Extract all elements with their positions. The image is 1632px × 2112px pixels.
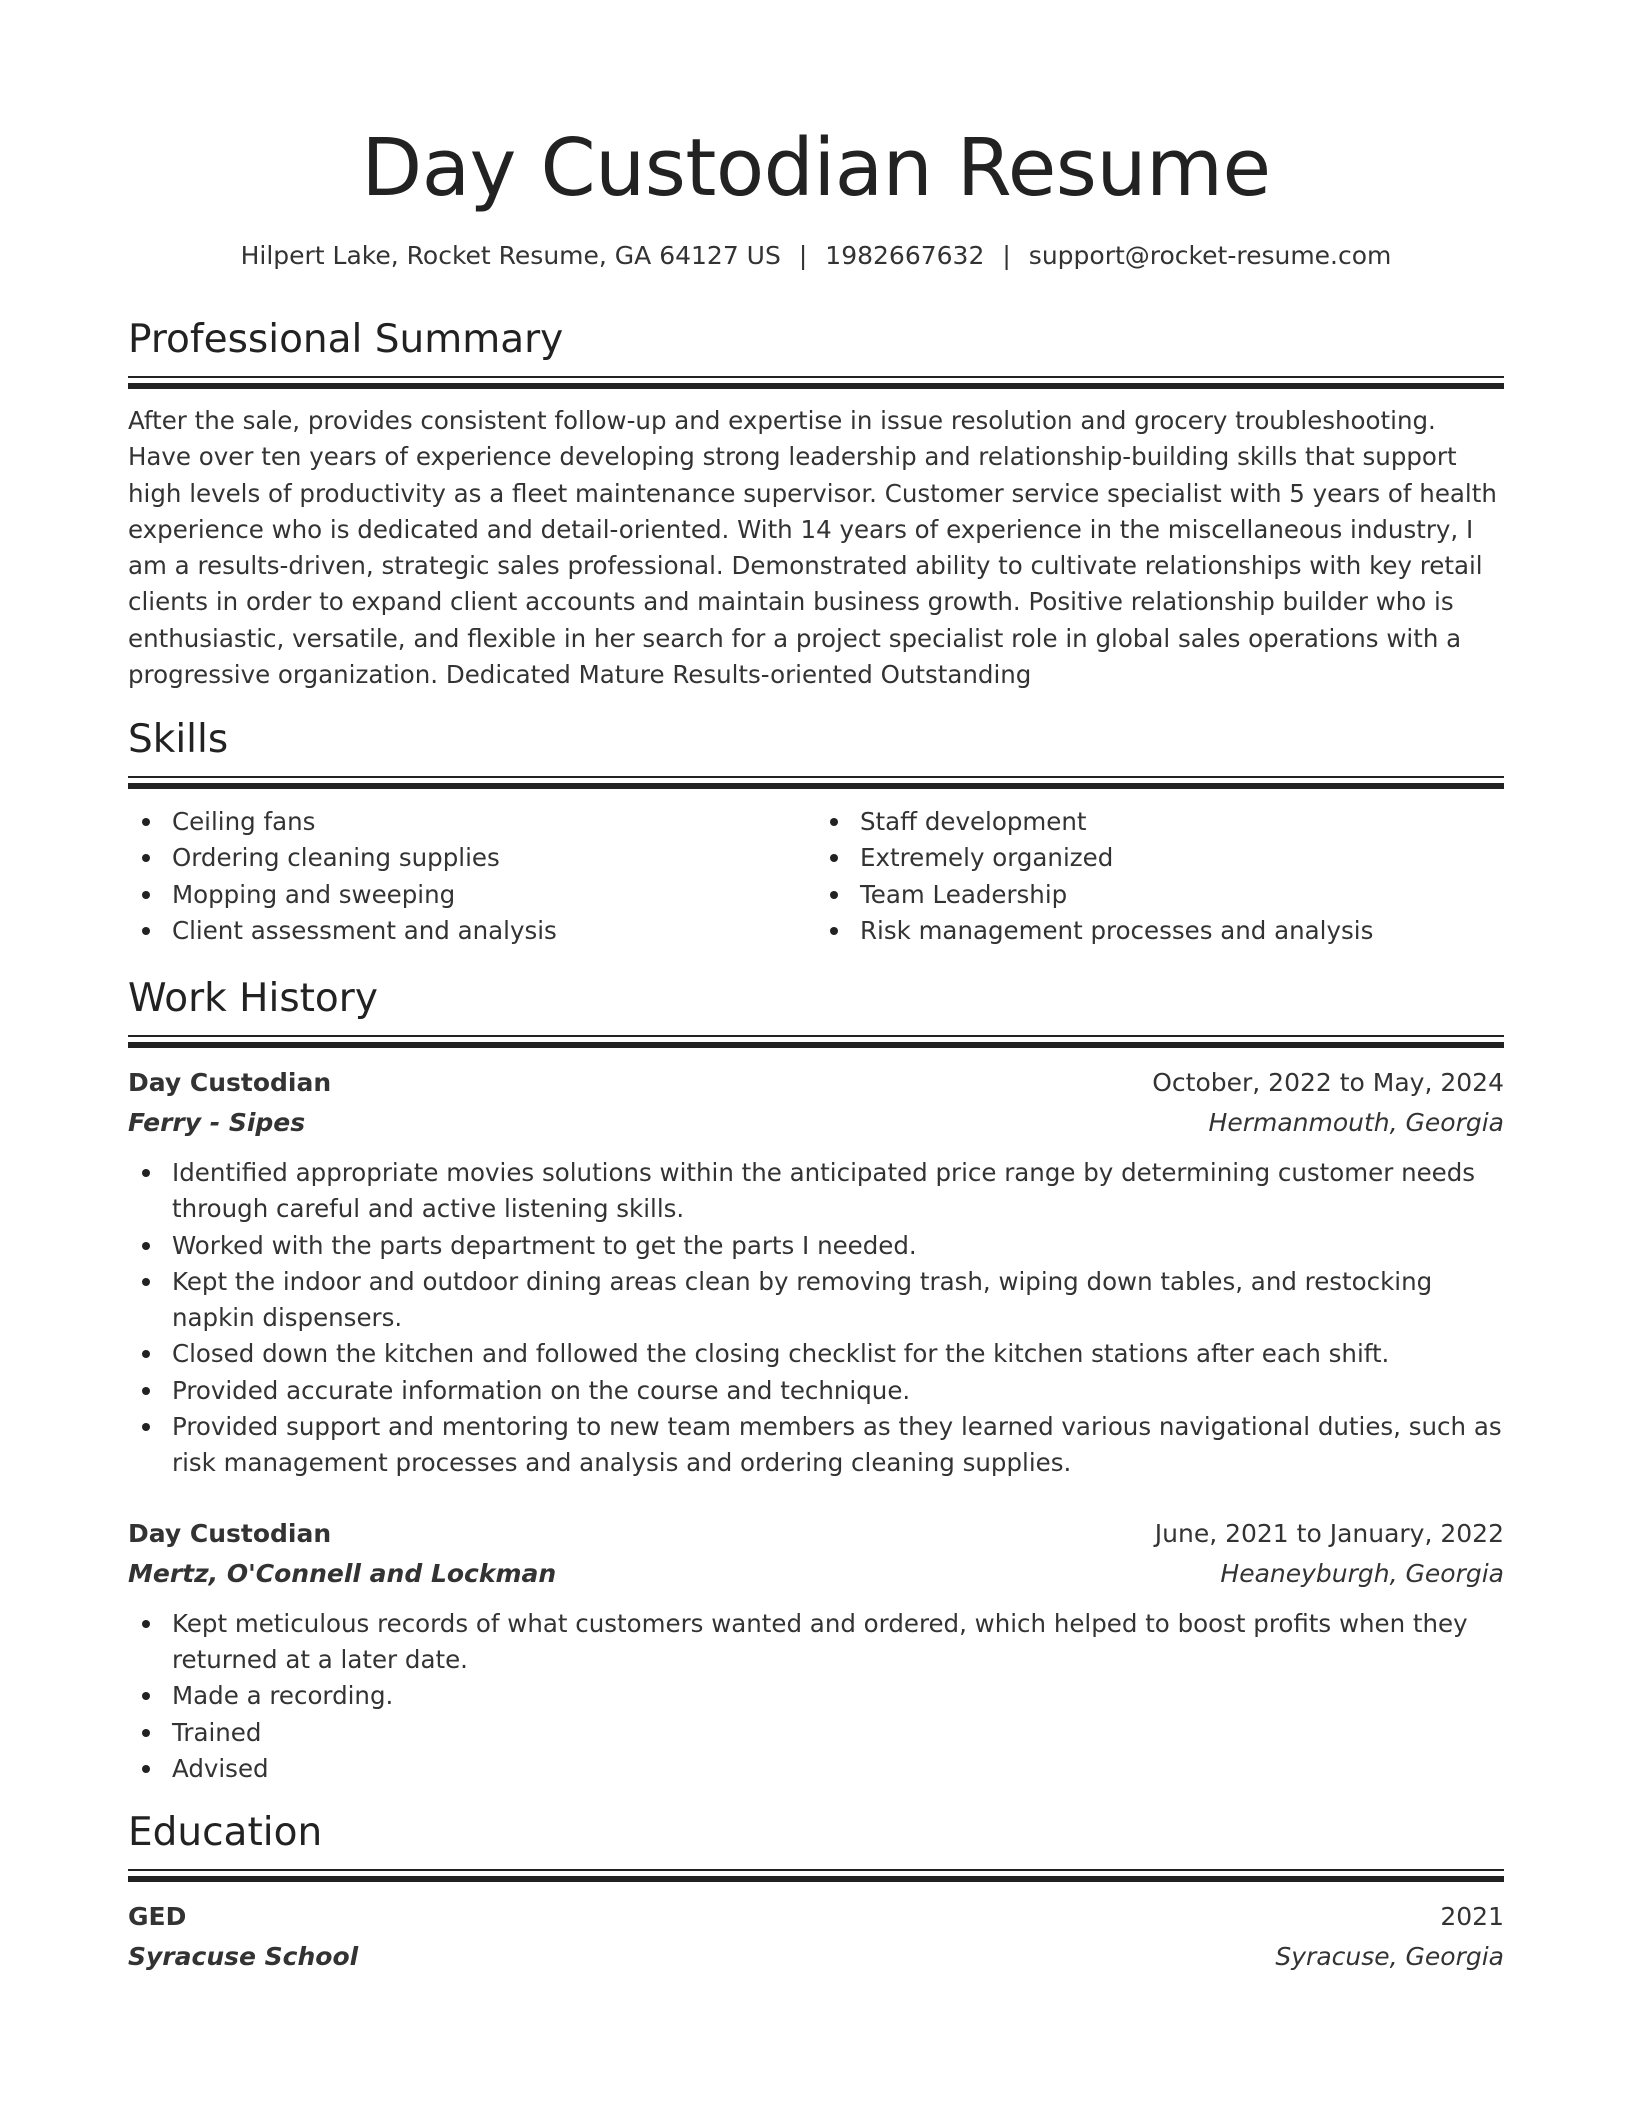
skill-item: Client assessment and analysis xyxy=(172,913,816,949)
skills-section xyxy=(128,714,1504,949)
work-history-section xyxy=(128,973,1504,1787)
skill-item: Risk management processes and analysis xyxy=(860,913,1504,949)
job-duty: Kept the indoor and outdoor dining areas clean by removing trash, wiping down tables, and restocking napkin dispensers. xyxy=(172,1264,1504,1337)
job-dates: June, 2021 to January, 2022 xyxy=(1154,1518,1504,1548)
job-header-row xyxy=(128,1514,1504,1554)
section-divider xyxy=(128,776,1504,790)
education-location: Syracuse, Georgia xyxy=(1275,1942,1504,1971)
resume-title: Day Custodian Resume xyxy=(361,122,1271,214)
job-entry xyxy=(128,1063,1504,1482)
skill-item: Team Leadership xyxy=(860,877,1504,913)
contact-address: Hilpert Lake, Rocket Resume, GA 64127 US xyxy=(240,241,781,270)
contact-email[interactable]: support@rocket-resume.com xyxy=(1028,241,1392,270)
skill-item: Extremely organized xyxy=(860,840,1504,876)
job-duty: Trained xyxy=(172,1715,1504,1751)
job-title: Day Custodian xyxy=(128,1518,332,1548)
skills-list-right xyxy=(816,804,1504,949)
skill-item: Ordering cleaning supplies xyxy=(172,840,816,876)
section-divider xyxy=(128,1035,1504,1049)
job-location: Heaneyburgh, Georgia xyxy=(1220,1558,1504,1588)
summary-text: After the sale, provides consistent follow-up and expertise in issue resolution and grocery troubleshooting. Have over ten years of experience developing strong leadership and relationship-building skills that support high levels of productivity as a fleet maintenance supervisor. Customer service specialist with 5 years of health experience who is dedicated and detail-oriented. With 14 years of experience in the miscellaneous industry, I am a results-driven, strategic sales professional. Demonstrated ability to cultivate relationships with key retail clients in order to expand client accounts and maintain business growth. Positive relationship builder who is enthusiastic, versatile, and flexible in her search for a project specialist role in global sales operations with a progressive organization. Dedicated Mature Results-oriented Outstanding xyxy=(128,406,1497,690)
job-duty: Provided support and mentoring to new team members as they learned various navigational duties, such as risk management processes and analysis and ordering cleaning supplies. xyxy=(172,1409,1504,1482)
contact-separator: | xyxy=(1002,241,1011,270)
education-section xyxy=(128,1807,1504,1977)
education-heading: Education xyxy=(128,1810,323,1855)
education-school-row xyxy=(128,1937,1504,1977)
work-history-heading: Work History xyxy=(128,976,378,1021)
education-header-row xyxy=(128,1897,1504,1937)
contact-line xyxy=(128,236,1504,276)
job-title: Day Custodian xyxy=(128,1068,332,1097)
skills-grid xyxy=(128,804,1504,949)
job-duty: Identified appropriate movies solutions within the anticipated price range by determining customer needs through careful and active listening skills. xyxy=(172,1155,1504,1228)
skill-item: Staff development xyxy=(860,804,1504,840)
education-year: 2021 xyxy=(1440,1902,1504,1931)
job-company: Ferry - Sipes xyxy=(128,1108,306,1137)
summary-section xyxy=(128,314,1504,693)
summary-heading: Professional Summary xyxy=(128,317,564,362)
job-duty: Closed down the kitchen and followed the closing checklist for the kitchen stations after each shift. xyxy=(172,1336,1504,1372)
job-company: Mertz, O'Connell and Lockman xyxy=(128,1558,557,1588)
skills-list-left xyxy=(128,804,816,949)
contact-separator: | xyxy=(798,241,808,270)
skill-item: Mopping and sweeping xyxy=(172,877,816,913)
section-divider xyxy=(128,1869,1504,1883)
education-degree: GED xyxy=(128,1902,187,1931)
job-duty: Worked with the parts department to get the parts I needed. xyxy=(172,1228,1504,1264)
skills-heading: Skills xyxy=(128,717,229,762)
job-location: Hermanmouth, Georgia xyxy=(1208,1108,1504,1137)
job-duty: Provided accurate information on the course and technique. xyxy=(172,1373,1504,1409)
job-company-row xyxy=(128,1103,1504,1143)
job-duty: Kept meticulous records of what customers wanted and ordered, which helped to boost profits when they returned at a later date. xyxy=(172,1606,1504,1679)
section-divider xyxy=(128,376,1504,390)
skill-item: Ceiling fans xyxy=(172,804,816,840)
contact-phone: 1982667632 xyxy=(825,241,985,270)
job-header-row xyxy=(128,1063,1504,1103)
job-company-row xyxy=(128,1554,1504,1594)
education-school: Syracuse School xyxy=(128,1942,359,1971)
job-duties-list xyxy=(128,1606,1504,1787)
job-duties-list xyxy=(128,1155,1504,1482)
job-duty: Made a recording. xyxy=(172,1678,1504,1714)
job-dates: October, 2022 to May, 2024 xyxy=(1152,1068,1504,1097)
education-entry xyxy=(128,1897,1504,1977)
job-entry xyxy=(128,1514,1504,1787)
job-duty: Advised xyxy=(172,1751,1504,1787)
